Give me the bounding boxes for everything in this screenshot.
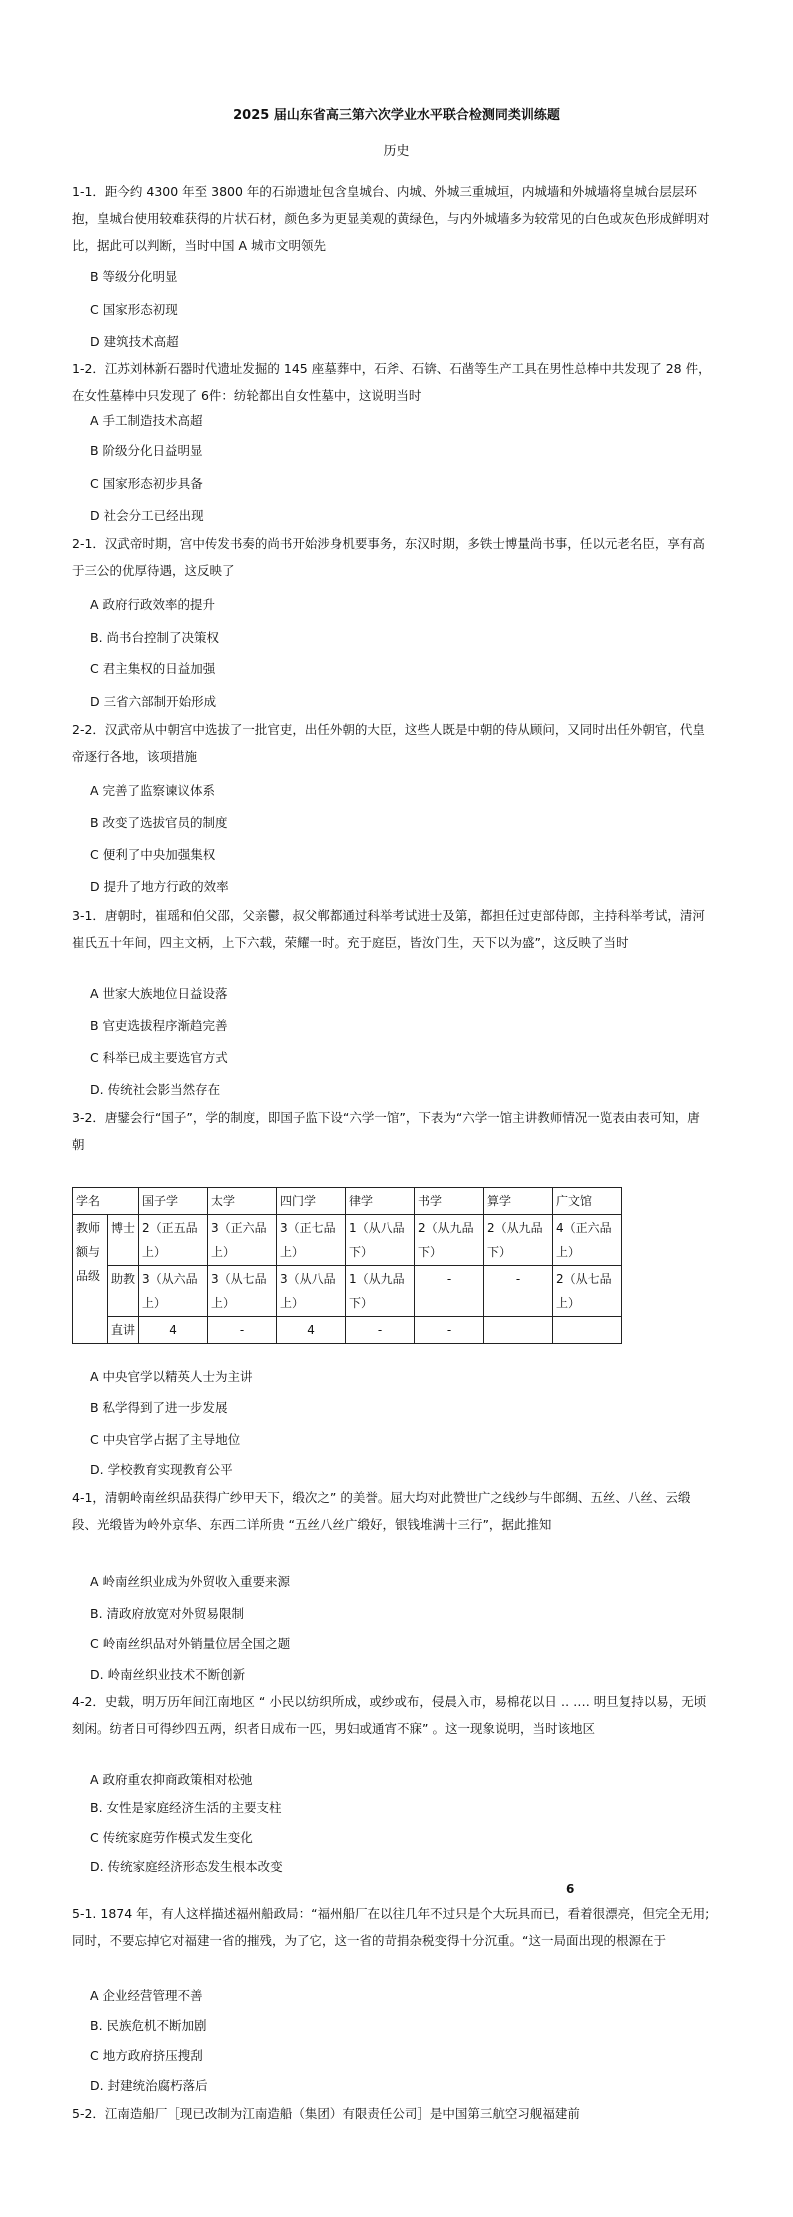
option-b: B. 尚书台控制了决策权 bbox=[90, 630, 220, 645]
option-b: B. 清政府放宽对外贸易限制 bbox=[90, 1606, 245, 1621]
table-cell: 1（从八品下） bbox=[346, 1215, 415, 1266]
table-cell: - bbox=[415, 1317, 484, 1344]
table-cell: 3（从六品上） bbox=[139, 1266, 208, 1317]
question-3-2 bbox=[72, 1104, 712, 1158]
table-role-cell: 助教 bbox=[108, 1266, 139, 1317]
question-stem: 5-1. 1874 年，有人这样描述福州船政局：“福州船厂在以往几年不过只是个大玩具而已，看着很漂亮，但完全无用; 同时，不要忘掉它对福建一省的摧残，为了它，这一省的苛捐杂税变得十分沉重。“这一局面出现的根源在于 bbox=[72, 1906, 710, 1948]
question-5-1 bbox=[72, 1900, 712, 1954]
table-header-cell: 太学 bbox=[208, 1188, 277, 1215]
table-cell: - bbox=[484, 1266, 553, 1317]
option-c: C 传统家庭劳作模式发生变化 bbox=[90, 1830, 253, 1845]
question-stem: 3-2．唐鐾会行“国子”，学的制度，即国子监下设“六学一馆”，下表为“六学一馆主讲教师情况一览表由表可知，唐朝 bbox=[72, 1110, 700, 1152]
question-2-2 bbox=[72, 716, 712, 770]
option-a: A 完善了监察谏议体系 bbox=[90, 783, 216, 798]
question-1-1 bbox=[72, 178, 712, 259]
question-3-1 bbox=[72, 902, 712, 956]
option-c: C 地方政府挤压搜刮 bbox=[90, 2048, 203, 2063]
option-d: D. 岭南丝织业技术不断创新 bbox=[90, 1667, 246, 1682]
table-cell: 3（正六品上） bbox=[208, 1215, 277, 1266]
question-1-2 bbox=[72, 355, 712, 409]
option-d: D. 传统家庭经济形态发生根本改变 bbox=[90, 1859, 283, 1874]
option-a: A 企业经营管理不善 bbox=[90, 1988, 203, 2003]
option-b: B 等级分化明显 bbox=[90, 269, 178, 284]
table-cell bbox=[553, 1317, 622, 1344]
option-a: A 世家大族地位日益设落 bbox=[90, 986, 228, 1001]
option-d: D. 封建统治腐朽落后 bbox=[90, 2078, 208, 2093]
option-d: D 建筑技术高超 bbox=[90, 334, 179, 349]
teacher-table bbox=[72, 1187, 622, 1344]
table-cell: - bbox=[346, 1317, 415, 1344]
table-header-cell: 学名 bbox=[73, 1188, 139, 1215]
question-stem: 2-1．汉武帝时期，宫中传发书奏的尚书开始涉身机要事务，东汉时期，多铁士博量尚书事，任以元老名臣，享有高于三公的优厚待遇，这反映了 bbox=[72, 536, 705, 578]
option-a: A 岭南丝织业成为外贸收入重要来源 bbox=[90, 1574, 291, 1589]
table-cell: 3（正七品上） bbox=[277, 1215, 346, 1266]
option-c: C 岭南丝织品对外销量位居全国之题 bbox=[90, 1636, 291, 1651]
table-header-cell: 算学 bbox=[484, 1188, 553, 1215]
option-c: C 君主集权的日益加强 bbox=[90, 661, 216, 676]
table-header-row bbox=[73, 1188, 622, 1215]
table-row bbox=[73, 1266, 622, 1317]
table-header-cell: 书学 bbox=[415, 1188, 484, 1215]
question-2-1 bbox=[72, 530, 712, 584]
table-cell: 2（从七品上） bbox=[553, 1266, 622, 1317]
option-c: C 科举已成主要选官方式 bbox=[90, 1050, 228, 1065]
table-cell: 4 bbox=[277, 1317, 346, 1344]
option-b: B 改变了选拔官员的制度 bbox=[90, 815, 228, 830]
option-c: C 中央官学占据了主导地位 bbox=[90, 1432, 241, 1447]
exam-title: 2025 届山东省高三第六次学业水平联合检测同类训练题 bbox=[233, 108, 560, 123]
question-stem: 4-1，清朝岭南丝织品获得广纱甲天下，缎次之” 的美誉。屈大均对此赞世广之线纱与牛郎绸、五丝、八丝、云缎段、光缎皆为岭外京华、东西二详所贵 “五丝八丝广缎好，银钱堆满十三行”，据此推知 bbox=[72, 1490, 691, 1532]
table-cell: 4 bbox=[139, 1317, 208, 1344]
option-c: C 国家形态初步具备 bbox=[90, 476, 203, 491]
table-cell: 1（从九品下） bbox=[346, 1266, 415, 1317]
option-a: A 政府行政效率的提升 bbox=[90, 597, 216, 612]
option-d: D. 传统社会影当然存在 bbox=[90, 1082, 221, 1097]
question-stem: 2-2．汉武帝从中朝宫中选拔了一批官吏，出任外朝的大臣，这些人既是中朝的侍从顾问，又同时出任外朝官，代皇帝逐行各地，该项措施 bbox=[72, 722, 705, 764]
option-a: A 手工制造技术高超 bbox=[90, 413, 203, 428]
question-4-1 bbox=[72, 1484, 712, 1538]
table-cell: 2（正五品上） bbox=[139, 1215, 208, 1266]
option-d: D 三省六部制开始形成 bbox=[90, 694, 217, 709]
option-b: B. 民族危机不断加剧 bbox=[90, 2018, 207, 2033]
question-stem: 5-2．江南造船厂［现已改制为江南造船（集团）有限责任公司］是中国第三航空习舰福建前 bbox=[72, 2106, 580, 2121]
table-header-cell: 国子学 bbox=[139, 1188, 208, 1215]
option-d: D 社会分工已经出现 bbox=[90, 508, 204, 523]
table-header-cell: 广文馆 bbox=[553, 1188, 622, 1215]
table-group-label: 教师额与品级 bbox=[73, 1215, 108, 1344]
option-a: A 中央官学以精英人士为主讲 bbox=[90, 1369, 253, 1384]
option-b: B 阶级分化日益明显 bbox=[90, 443, 203, 458]
table-cell: 2（从九品下） bbox=[484, 1215, 553, 1266]
table-cell bbox=[484, 1317, 553, 1344]
option-b: B 官吏选拔程序渐趋完善 bbox=[90, 1018, 228, 1033]
question-stem: 1-1．距今约 4300 年至 3800 年的石峁遗址包含皇城台、内城、外城三重城垣，内城墙和外城墙将皇城台层层环抱，皇城台使用较难获得的片状石材，颜色多为更显美观的黄绿色，与内外城墙多为较常见的白色或灰色形成鲜明对比，据此可以判断，当时中国 A 城市文明领先 bbox=[72, 184, 710, 253]
option-d: D. 学校教育实现教育公平 bbox=[90, 1462, 233, 1477]
page-number: 6 bbox=[566, 1882, 575, 1896]
table-header-cell: 律学 bbox=[346, 1188, 415, 1215]
table-cell: 4（正六品上） bbox=[553, 1215, 622, 1266]
option-a: A 政府重农抑商政策相对松弛 bbox=[90, 1772, 253, 1787]
option-b: B 私学得到了进一步发展 bbox=[90, 1400, 228, 1415]
question-stem: 1-2．江苏刘林新石器时代遗址发掘的 145 座墓葬中，石斧、石锛、石凿等生产工具在男性总棒中共发现了 28 件，在女性墓棒中只发现了 6件：纺轮都出自女性墓中，这说明当时 bbox=[72, 361, 711, 403]
table-header-cell: 四门学 bbox=[277, 1188, 346, 1215]
table-row bbox=[73, 1215, 622, 1266]
option-b: B. 女性是家庭经济生活的主要支柱 bbox=[90, 1800, 282, 1815]
question-stem: 4-2．史载，明万历年间江南地区 “ 小民以纺织所成，或纱或布，侵晨入市，易棉花以日 ‥ ‥‥ 明旦复持以易，无顷刻闲。纺者日可得纱四五两，织者日成布一匹，男妇或通宵不寐” 。这一现象说明，当时该地区 bbox=[72, 1694, 707, 1736]
table-role-cell: 直讲 bbox=[108, 1317, 139, 1344]
question-5-2 bbox=[72, 2100, 712, 2127]
option-d: D 提升了地方行政的效率 bbox=[90, 879, 229, 894]
question-4-2 bbox=[72, 1688, 712, 1742]
option-c: C 便利了中央加强集权 bbox=[90, 847, 216, 862]
subject-heading: 历史 bbox=[383, 144, 410, 159]
table-role-cell: 博士 bbox=[108, 1215, 139, 1266]
table-row bbox=[73, 1317, 622, 1344]
table-cell: 2（从九品下） bbox=[415, 1215, 484, 1266]
question-stem: 3-1．唐朝时，崔瑶和伯父邵，父亲鬱，叔父郸都通过科举考试进士及第，都担任过吏部侍郎，主持科举考试，清河崔氏五十年间，四主文柄，上下六载，荣耀一时。充于庭臣，皆汝门生，天下以为盛”，这反映了当时 bbox=[72, 908, 705, 950]
option-c: C 国家形态初现 bbox=[90, 302, 178, 317]
table-cell: 3（从八品上） bbox=[277, 1266, 346, 1317]
table-cell: - bbox=[415, 1266, 484, 1317]
table-cell: 3（从七品上） bbox=[208, 1266, 277, 1317]
table-cell: - bbox=[208, 1317, 277, 1344]
